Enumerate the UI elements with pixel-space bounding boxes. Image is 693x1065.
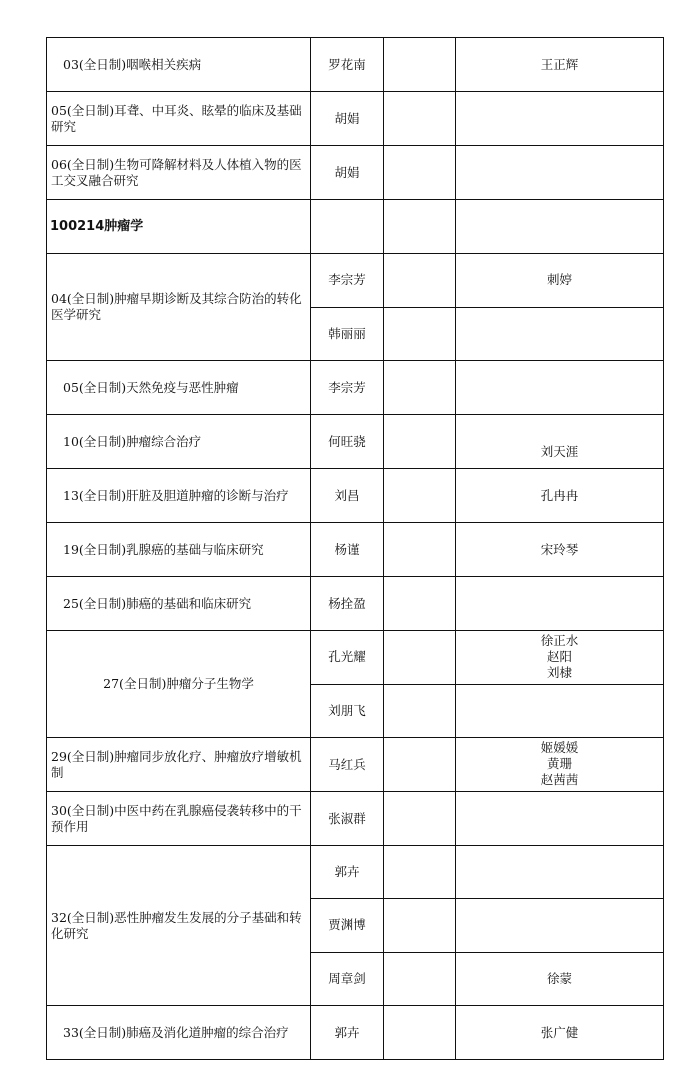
co-supervisor-list: 徐正水 赵阳 刘棣 bbox=[540, 633, 579, 680]
co-supervisor-cell bbox=[456, 631, 664, 685]
co-supervisor-cell bbox=[456, 361, 664, 415]
research-direction-cell: 03(全日制)咽喉相关疾病 bbox=[47, 38, 311, 92]
research-direction-cell: 29(全日制)肿瘤同步放化疗、肿瘤放疗增敏机制 bbox=[47, 738, 311, 792]
table-row bbox=[47, 146, 664, 200]
blank-cell bbox=[384, 684, 456, 738]
co-supervisor-cell bbox=[456, 92, 664, 146]
research-direction-cell: 33(全日制)肺癌及消化道肿瘤的综合治疗 bbox=[47, 1006, 311, 1060]
supervisor-cell: 贾渊博 bbox=[311, 899, 384, 952]
supervisor-cell: 李宗芳 bbox=[311, 361, 384, 415]
supervisor-cell: 郭卉 bbox=[311, 846, 384, 899]
co-supervisor-cell: 徐蒙 bbox=[456, 952, 664, 1005]
supervisor-cell: 刘昌 bbox=[311, 469, 384, 523]
supervisor-cell: 胡娟 bbox=[311, 92, 384, 146]
supervisor-cell bbox=[311, 200, 384, 254]
table-row bbox=[47, 1006, 664, 1060]
supervisor-cell: 何旺骁 bbox=[311, 415, 384, 469]
blank-cell bbox=[384, 92, 456, 146]
supervisor-cell: 杨谨 bbox=[311, 523, 384, 577]
research-direction-cell: 25(全日制)肺癌的基础和临床研究 bbox=[47, 577, 311, 631]
blank-cell bbox=[384, 200, 456, 254]
table-row bbox=[47, 38, 664, 92]
supervisor-cell: 孔光耀 bbox=[311, 631, 384, 685]
table-row bbox=[47, 846, 664, 899]
co-supervisor-cell bbox=[456, 307, 664, 361]
blank-cell bbox=[384, 146, 456, 200]
blank-cell bbox=[384, 523, 456, 577]
research-direction-cell: 27(全日制)肿瘤分子生物学 bbox=[47, 631, 311, 738]
research-direction-cell: 19(全日制)乳腺癌的基础与临床研究 bbox=[47, 523, 311, 577]
research-direction-cell: 13(全日制)肝脏及胆道肿瘤的诊断与治疗 bbox=[47, 469, 311, 523]
research-direction-cell: 05(全日制)耳聋、中耳炎、眩晕的临床及基础研究 bbox=[47, 92, 311, 146]
blank-cell bbox=[384, 846, 456, 899]
supervisor-cell: 罗花南 bbox=[311, 38, 384, 92]
table-row bbox=[47, 361, 664, 415]
co-supervisor-cell bbox=[456, 684, 664, 738]
supervisor-cell: 张淑群 bbox=[311, 792, 384, 846]
research-direction-cell: 10(全日制)肿瘤综合治疗 bbox=[47, 415, 311, 469]
supervisor-cell: 郭卉 bbox=[311, 1006, 384, 1060]
research-direction-cell: 32(全日制)恶性肿瘤发生发展的分子基础和转化研究 bbox=[47, 846, 311, 1006]
table-row bbox=[47, 792, 664, 846]
supervisor-table bbox=[46, 37, 664, 1060]
co-supervisor-cell bbox=[456, 899, 664, 952]
blank-cell bbox=[384, 738, 456, 792]
blank-cell bbox=[384, 415, 456, 469]
co-supervisor-cell bbox=[456, 146, 664, 200]
co-supervisor-cell: 宋玲琴 bbox=[456, 523, 664, 577]
blank-cell bbox=[384, 254, 456, 308]
supervisor-cell: 周章剑 bbox=[311, 952, 384, 1005]
table-row bbox=[47, 469, 664, 523]
supervisor-cell: 马红兵 bbox=[311, 738, 384, 792]
table-row bbox=[47, 631, 664, 685]
co-supervisor-cell: 张广健 bbox=[456, 1006, 664, 1060]
supervisor-cell: 韩丽丽 bbox=[311, 307, 384, 361]
research-direction-cell: 04(全日制)肿瘤早期诊断及其综合防治的转化医学研究 bbox=[47, 254, 311, 361]
co-supervisor-cell bbox=[456, 200, 664, 254]
blank-cell bbox=[384, 577, 456, 631]
research-direction-cell: 100214肿瘤学 bbox=[47, 200, 311, 254]
table-row bbox=[47, 200, 664, 254]
research-direction-cell: 06(全日制)生物可降解材料及人体植入物的医工交叉融合研究 bbox=[47, 146, 311, 200]
blank-cell bbox=[384, 38, 456, 92]
blank-cell bbox=[384, 469, 456, 523]
supervisor-cell: 李宗芳 bbox=[311, 254, 384, 308]
co-supervisor-cell bbox=[456, 792, 664, 846]
supervisor-cell: 胡娟 bbox=[311, 146, 384, 200]
research-direction-cell: 05(全日制)天然免疫与恶性肿瘤 bbox=[47, 361, 311, 415]
supervisor-cell: 杨拴盈 bbox=[311, 577, 384, 631]
co-supervisor-cell: 王正辉 bbox=[456, 38, 664, 92]
blank-cell bbox=[384, 307, 456, 361]
co-supervisor-cell: 孔冉冉 bbox=[456, 469, 664, 523]
blank-cell bbox=[384, 631, 456, 685]
co-supervisor-cell: 刘天涯 bbox=[456, 415, 664, 469]
co-supervisor-cell bbox=[456, 738, 664, 792]
supervisor-cell: 刘朋飞 bbox=[311, 684, 384, 738]
supervisor-table-body bbox=[47, 38, 664, 1060]
blank-cell bbox=[384, 361, 456, 415]
table-row bbox=[47, 415, 664, 469]
table-row bbox=[47, 523, 664, 577]
blank-cell bbox=[384, 899, 456, 952]
table-row bbox=[47, 92, 664, 146]
blank-cell bbox=[384, 1006, 456, 1060]
table-row bbox=[47, 254, 664, 308]
research-direction-cell: 30(全日制)中医中药在乳腺癌侵袭转移中的干预作用 bbox=[47, 792, 311, 846]
co-supervisor-cell bbox=[456, 846, 664, 899]
blank-cell bbox=[384, 792, 456, 846]
co-supervisor-cell: 刺婷 bbox=[456, 254, 664, 308]
table-row bbox=[47, 577, 664, 631]
blank-cell bbox=[384, 952, 456, 1005]
co-supervisor-cell bbox=[456, 577, 664, 631]
table-row bbox=[47, 738, 664, 792]
co-supervisor-list: 姬媛媛 黄珊 赵茜茜 bbox=[540, 740, 579, 787]
